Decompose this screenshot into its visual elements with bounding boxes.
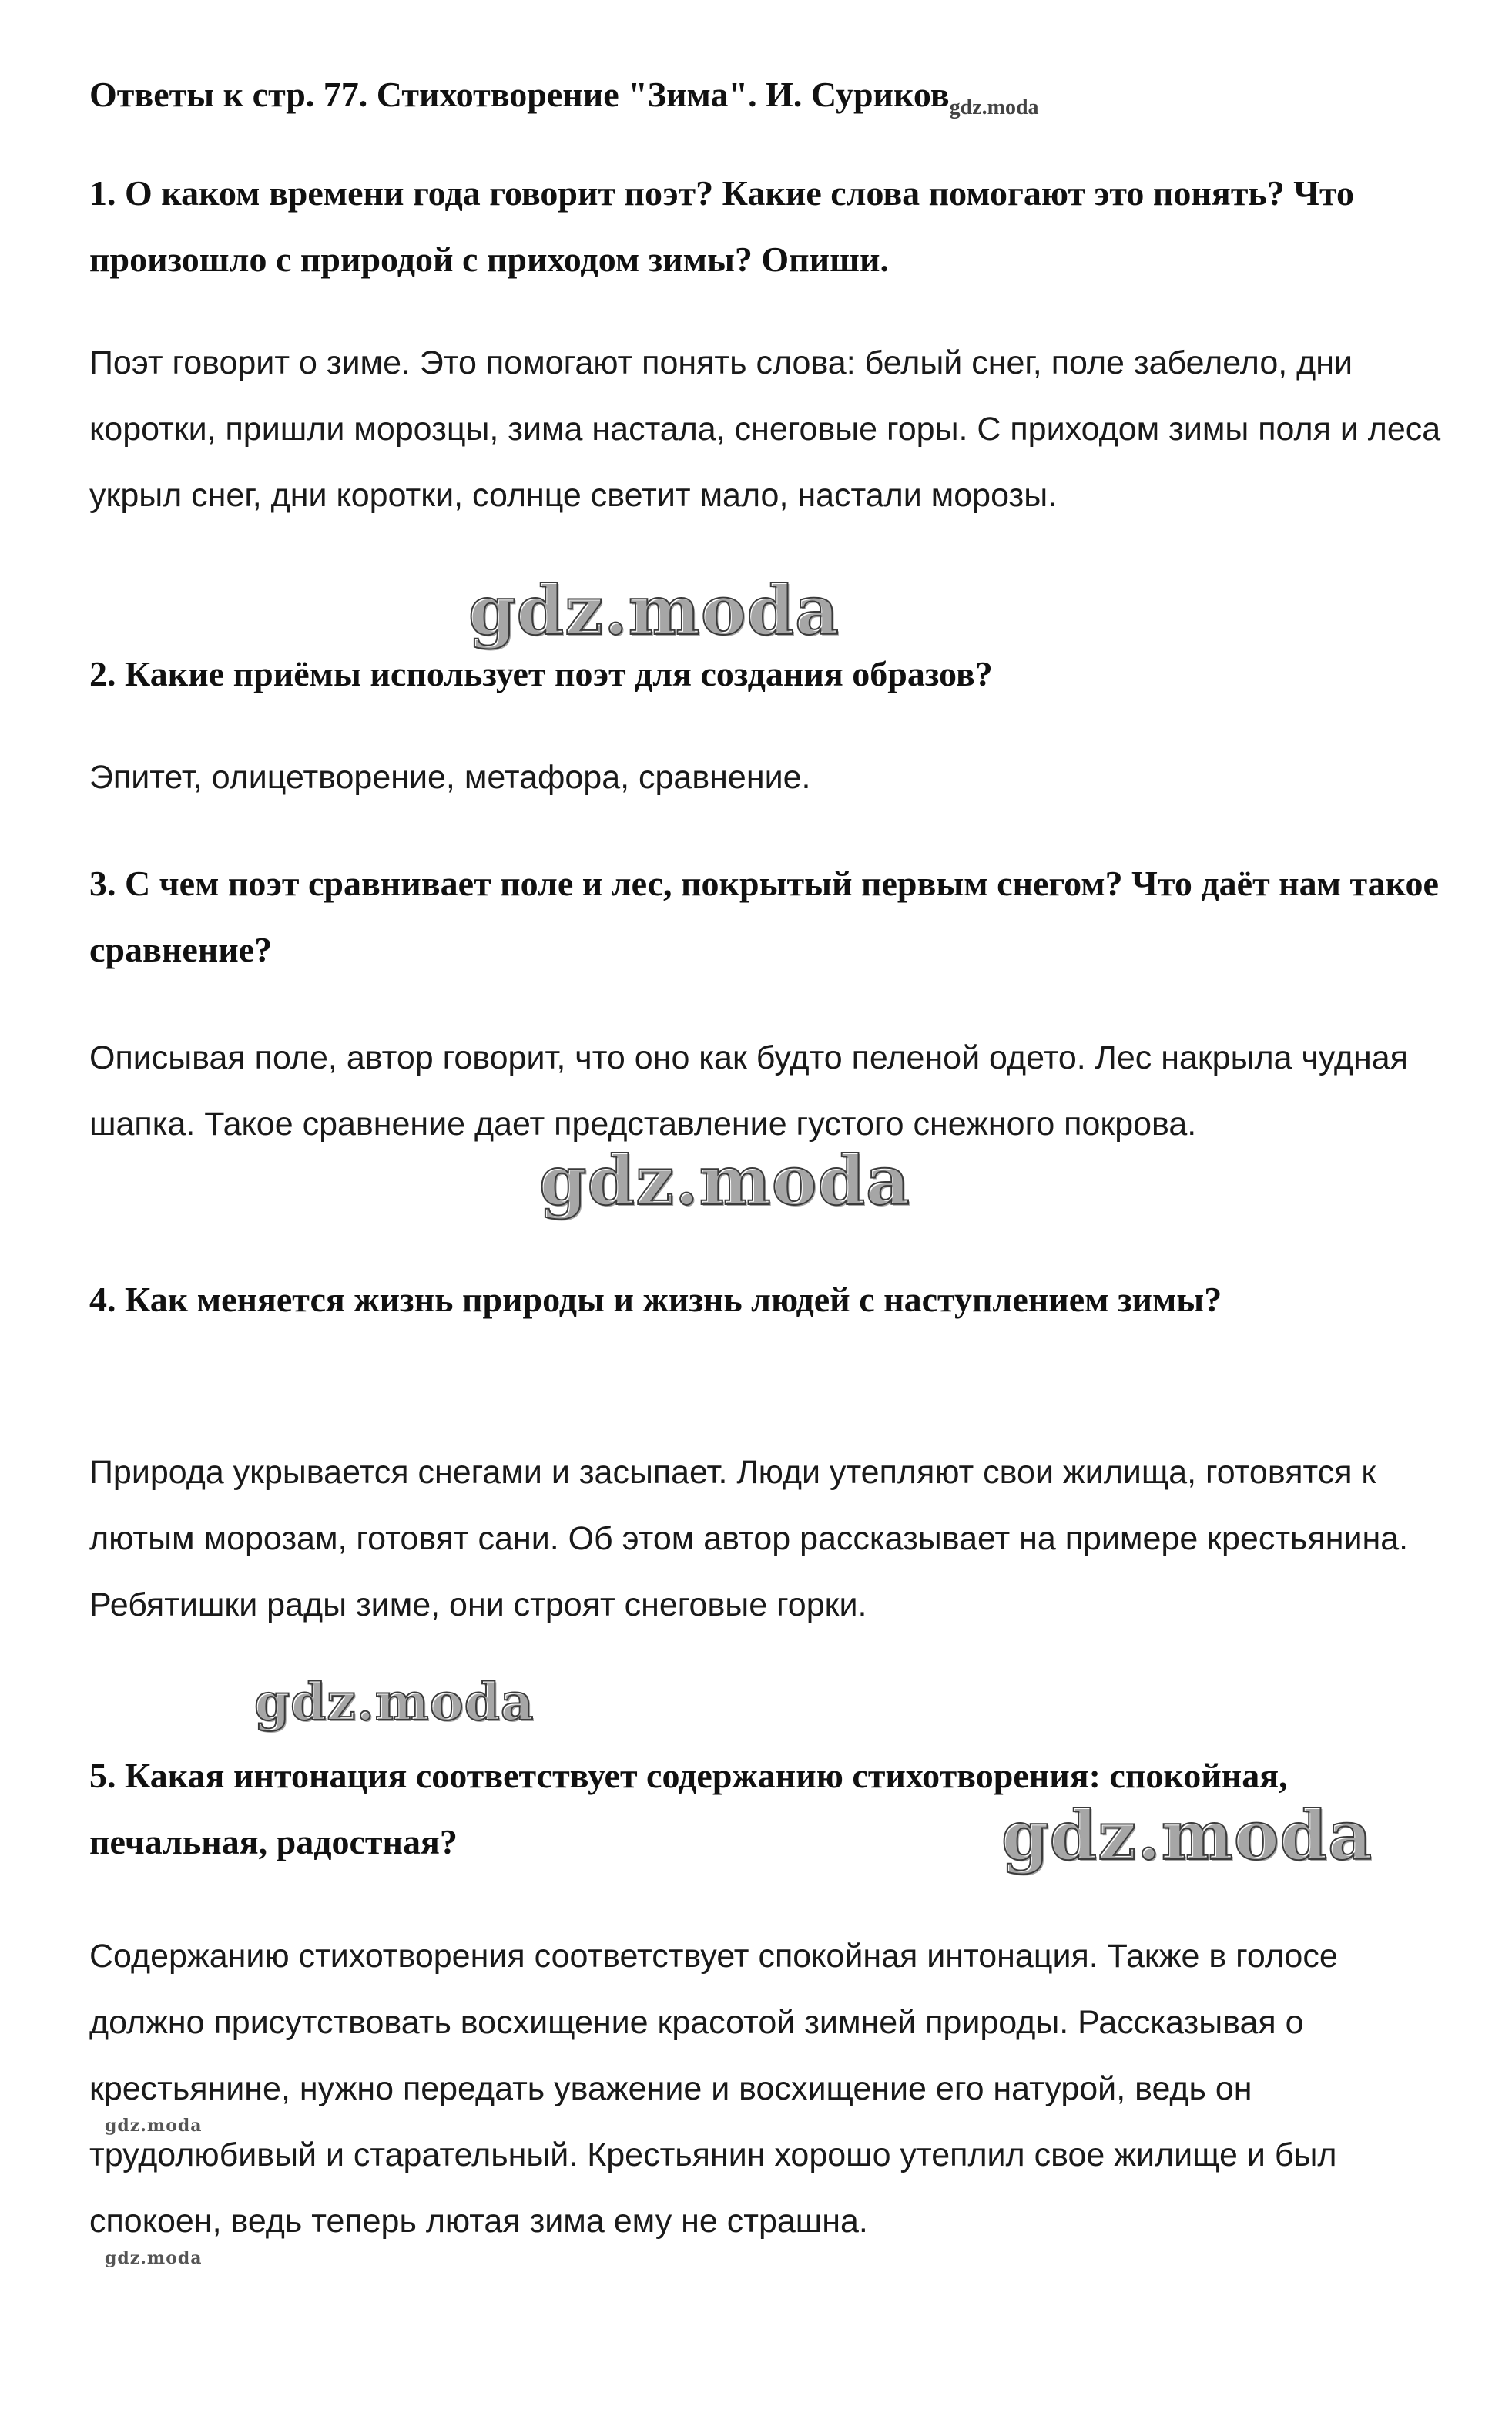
question-text: 2. Какие приёмы использует поэт для создания образов?: [89, 654, 993, 693]
answer-4: [89, 1439, 1445, 1638]
watermark-logo: gdz.moda: [254, 1672, 535, 1732]
question-3: [89, 851, 1445, 983]
answer-text: Описывая поле, автор говорит, что оно как будто пеленой одето. Лес накрыла чудная шапка. Такое сравнение дает представление густого снежного покрова.: [89, 1039, 1408, 1143]
answer-2: [89, 744, 1445, 811]
question-text: 3. С чем поэт сравнивает поле и лес, покрытый первым снегом? Что даёт нам такое сравнение?: [89, 864, 1439, 969]
answer-text: Эпитет, олицетворение, метафора, сравнение.: [89, 759, 811, 796]
title-watermark: gdz.moda: [949, 96, 1039, 119]
question-text: 5. Какая интонация соответствует содержанию стихотворения: спокойная, печальная, радостная?: [89, 1756, 1288, 1861]
answer-1: [89, 330, 1445, 529]
watermark-small: gdz.moda: [105, 2116, 203, 2136]
question-4: [89, 1267, 1445, 1333]
answer-text: Поэт говорит о зиме. Это помогают понять слова: белый снег, поле забелело, дни коротки, пришли морозцы, зима настала, снеговые горы. С приходом зимы поля и леса укрыл снег, дни коротки, солнце светит мало, настали морозы.: [89, 344, 1441, 514]
question-1: [89, 160, 1445, 293]
watermark-logo: gdz.moda: [468, 570, 840, 650]
question-text: 1. О каком времени года говорит поэт? Какие слова помогают это понять? Что произошло с природой с приходом зимы? Опиши.: [89, 173, 1354, 279]
answer-3: [89, 1025, 1445, 1157]
question-text: 4. Как меняется жизнь природы и жизнь людей с наступлением зимы?: [89, 1280, 1222, 1319]
question-5: [89, 1743, 1445, 1875]
page-title-text: Ответы к стр. 77. Стихотворение "Зима". И. Суриков: [89, 75, 950, 114]
title-block: [89, 62, 1445, 133]
watermark-small: gdz.moda: [105, 2248, 203, 2268]
question-2: [89, 641, 1445, 707]
answer-text: Природа укрывается снегами и засыпает. Люди утепляют свои жилища, готовятся к лютым морозам, готовят сани. Об этом автор рассказывает на примере крестьянина. Ребятишки рады зиме, они строят снеговые горки.: [89, 1454, 1409, 1623]
page-title: [89, 62, 1445, 133]
answer-text: Содержанию стихотворения соответствует спокойная интонация. Также в голосе должно присутствовать восхищение красотой зимней природы. Рассказывая о крестьянине, нужно передать уважение и восхищение его натурой, ведь он трудолюбивый и старательный. Крестьянин хорошо утеплил свое жилище и был спокоен, ведь теперь лютая зима ему не страшна.: [89, 1938, 1338, 2240]
answer-5: [89, 1923, 1445, 2254]
watermark-logo: gdz.moda: [1001, 1795, 1373, 1875]
watermark-logo: gdz.moda: [539, 1140, 911, 1220]
